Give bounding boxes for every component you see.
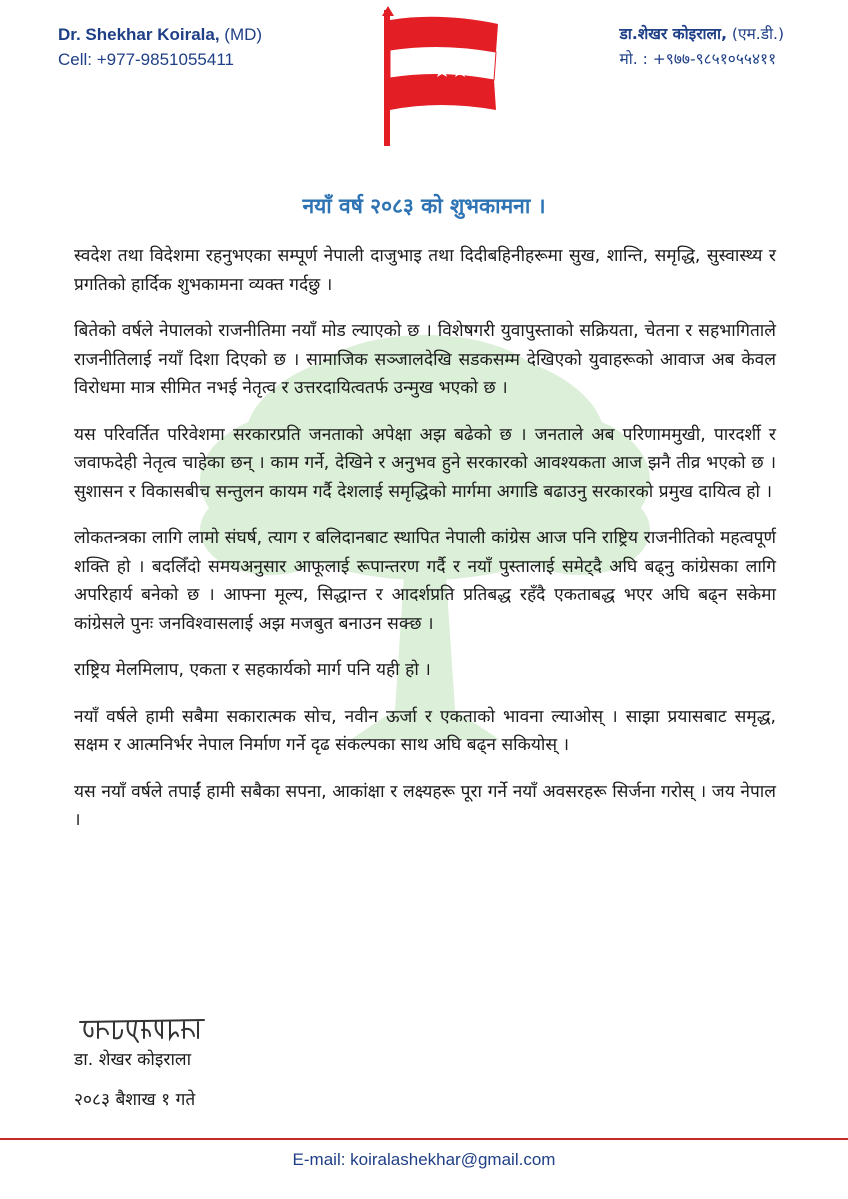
paragraph: लोकतन्त्रका लागि लामो संघर्ष, त्याग र बलिदानबाट स्थापित नेपाली कांग्रेस आज पनि राष्ट्रिय राजनीतिको महत्वपूर्ण शक्ति हो । बदलिँदो समयअनुसार आफूलाई रूपान्तरण गर्दै र नयाँ पुस्तालाई समेट्दै अघि बढ्नु कांग्रेसका लागि अपरिहार्य बनेको छ । आफ्ना मूल्य, सिद्धान्त र आदर्शप्रति प्रतिबद्ध रहँदै एकताबद्ध भएर अघि बढ्न सकेमा कांग्रेसले पुनः जनविश्वासलाई अझ मजबुत बनाउन सक्छ ।	[74, 528, 776, 634]
paragraph: स्वदेश तथा विदेशमा रहनुभएका सम्पूर्ण नेपाली दाजुभाइ तथा दिदीबहिनीहरूमा सुख, शान्ति, समृद्धि, सुस्वास्थ्य र प्रगतिको हार्दिक शुभकामना व्यक्त गर्दछु ।	[74, 246, 776, 295]
cell-number: Cell: +977-9851055411	[58, 50, 234, 69]
author-name-nepali: डा.शेखर कोइराला,	[619, 25, 727, 43]
letter-date: २०८३ बैशाख १ गते	[74, 1090, 196, 1110]
degree-english: (MD)	[219, 25, 263, 44]
handwritten-signature	[78, 1014, 208, 1044]
footer-divider	[0, 1138, 848, 1140]
signature-block	[74, 1014, 208, 1114]
nepali-congress-flag-icon	[370, 6, 510, 146]
footer-email: E-mail: koiralashekhar@gmail.com	[292, 1150, 556, 1169]
paragraph: राष्ट्रिय मेलमिलाप, एकता र सहकार्यको मार्ग पनि यही हो ।	[74, 660, 431, 680]
paragraph: बितेको वर्षले नेपालको राजनीतिमा नयाँ मोड ल्याएको छ । विशेषगरी युवापुस्ताको सक्रियता, चेतना र सहभागिताले राजनीतिलाई नयाँ दिशा दिएको छ । सामाजिक सञ्जालदेखि सडकसम्म देखिएको युवाहरूको आवाज अब केवल विरोधमा मात्र सीमित नभई नेतृत्व र उत्तरदायित्वतर्फ उन्मुख भएको छ ।	[74, 321, 776, 398]
author-name-english: Dr. Shekhar Koirala,	[58, 25, 220, 44]
paragraph: यस नयाँ वर्षले तपाईं हामी सबैका सपना, आकांक्षा र लक्ष्यहरू पूरा गर्ने नयाँ अवसरहरू सिर्जना गरोस् । जय नेपाल ।	[74, 781, 776, 830]
header-nepali	[620, 22, 784, 72]
signatory-name: डा. शेखर कोइराला	[74, 1050, 192, 1070]
page-title: नयाँ वर्ष २०८३ को शुभकामना ।	[302, 194, 546, 218]
header-english	[58, 22, 262, 72]
letter-body	[74, 242, 776, 853]
degree-nepali: (एम.डी.)	[726, 25, 784, 43]
paragraph: यस परिवर्तित परिवेशमा सरकारप्रति जनताको अपेक्षा अझ बढेको छ । जनताले अब परिणाममुखी, पारदर्शी र जवाफदेही नेतृत्व चाहेका छन् । काम गर्ने, देखिने र अनुभव हुने सरकारको आवश्यकता आज झनै तीव्र भएको छ । सुशासन र विकासबीच सन्तुलन कायम गर्दै देशलाई समृद्धिको मार्गमा अगाडि बढाउनु सरकारको प्रमुख दायित्व हो ।	[74, 424, 776, 502]
phone-nepali: मो. : +९७७-९८५१०५५४११	[619, 50, 777, 68]
paragraph: नयाँ वर्षले हामी सबैमा सकारात्मक सोच, नवीन ऊर्जा र एकताको भावना ल्याओस् । साझा प्रयासबाट समृद्ध, सक्षम र आत्मनिर्भर नेपाल निर्माण गर्ने दृढ संकल्पका साथ अघि बढ्न सकियोस् ।	[74, 706, 776, 755]
